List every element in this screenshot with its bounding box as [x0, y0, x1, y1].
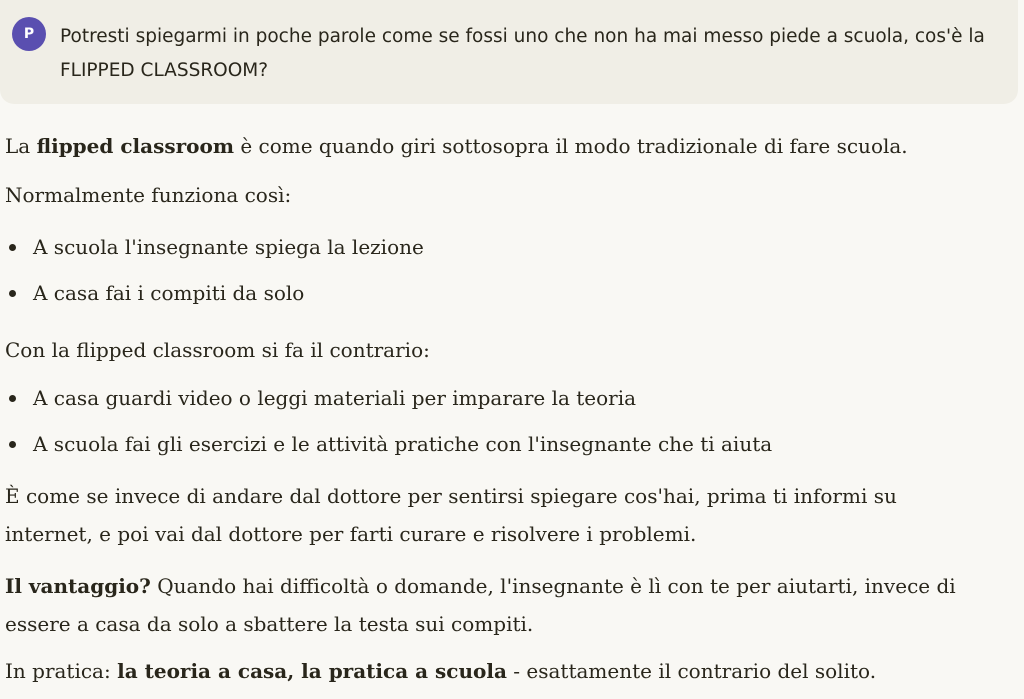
summary-paragraph: In pratica: la teoria a casa, la pratica a scuola - esattamente il contrario del solito.	[5, 659, 877, 683]
user-message-bubble	[0, 0, 1018, 104]
flipped-heading: Con la flipped classroom si fa il contrario:	[5, 338, 430, 362]
summary-emphasis: la teoria a casa, la pratica a scuola	[117, 659, 507, 683]
flipped-list	[5, 379, 1015, 471]
list-item: A scuola fai gli esercizi e le attività pratiche con l'insegnante che ti aiuta	[5, 425, 1015, 471]
intro-term: flipped classroom	[36, 134, 234, 158]
advantage-paragraph: Il vantaggio? Quando hai difficoltà o domande, l'insegnante è lì con te per aiutarti, invece di essere a casa da solo a sbattere la testa sui compiti.	[5, 574, 956, 636]
list-item: A casa fai i compiti da solo	[5, 274, 1015, 320]
bullet-dot	[9, 290, 16, 297]
list-item: A scuola l'insegnante spiega la lezione	[5, 228, 1015, 274]
intro-paragraph: La flipped classroom è come quando giri sottosopra il modo tradizionale di fare scuola.	[5, 134, 908, 158]
advantage-label: Il vantaggio?	[5, 574, 151, 598]
bullet-dot	[9, 441, 16, 448]
user-message-text: Potresti spiegarmi in poche parole come se fossi uno che non ha mai messo piede a scuola, cos'è la FLIPPED CLASSROOM?	[60, 26, 985, 81]
analogy-paragraph: È come se invece di andare dal dottore per sentirsi spiegare cos'hai, prima ti informi su internet, e poi vai dal dottore per farti curare e risolvere i problemi.	[5, 484, 897, 546]
bullet-dot	[9, 395, 16, 402]
normally-list	[5, 228, 1015, 320]
list-item: A casa guardi video o leggi materiali per imparare la teoria	[5, 379, 1015, 425]
normally-heading: Normalmente funziona così:	[5, 183, 292, 207]
bullet-dot	[9, 244, 16, 251]
user-avatar: P	[12, 17, 46, 51]
